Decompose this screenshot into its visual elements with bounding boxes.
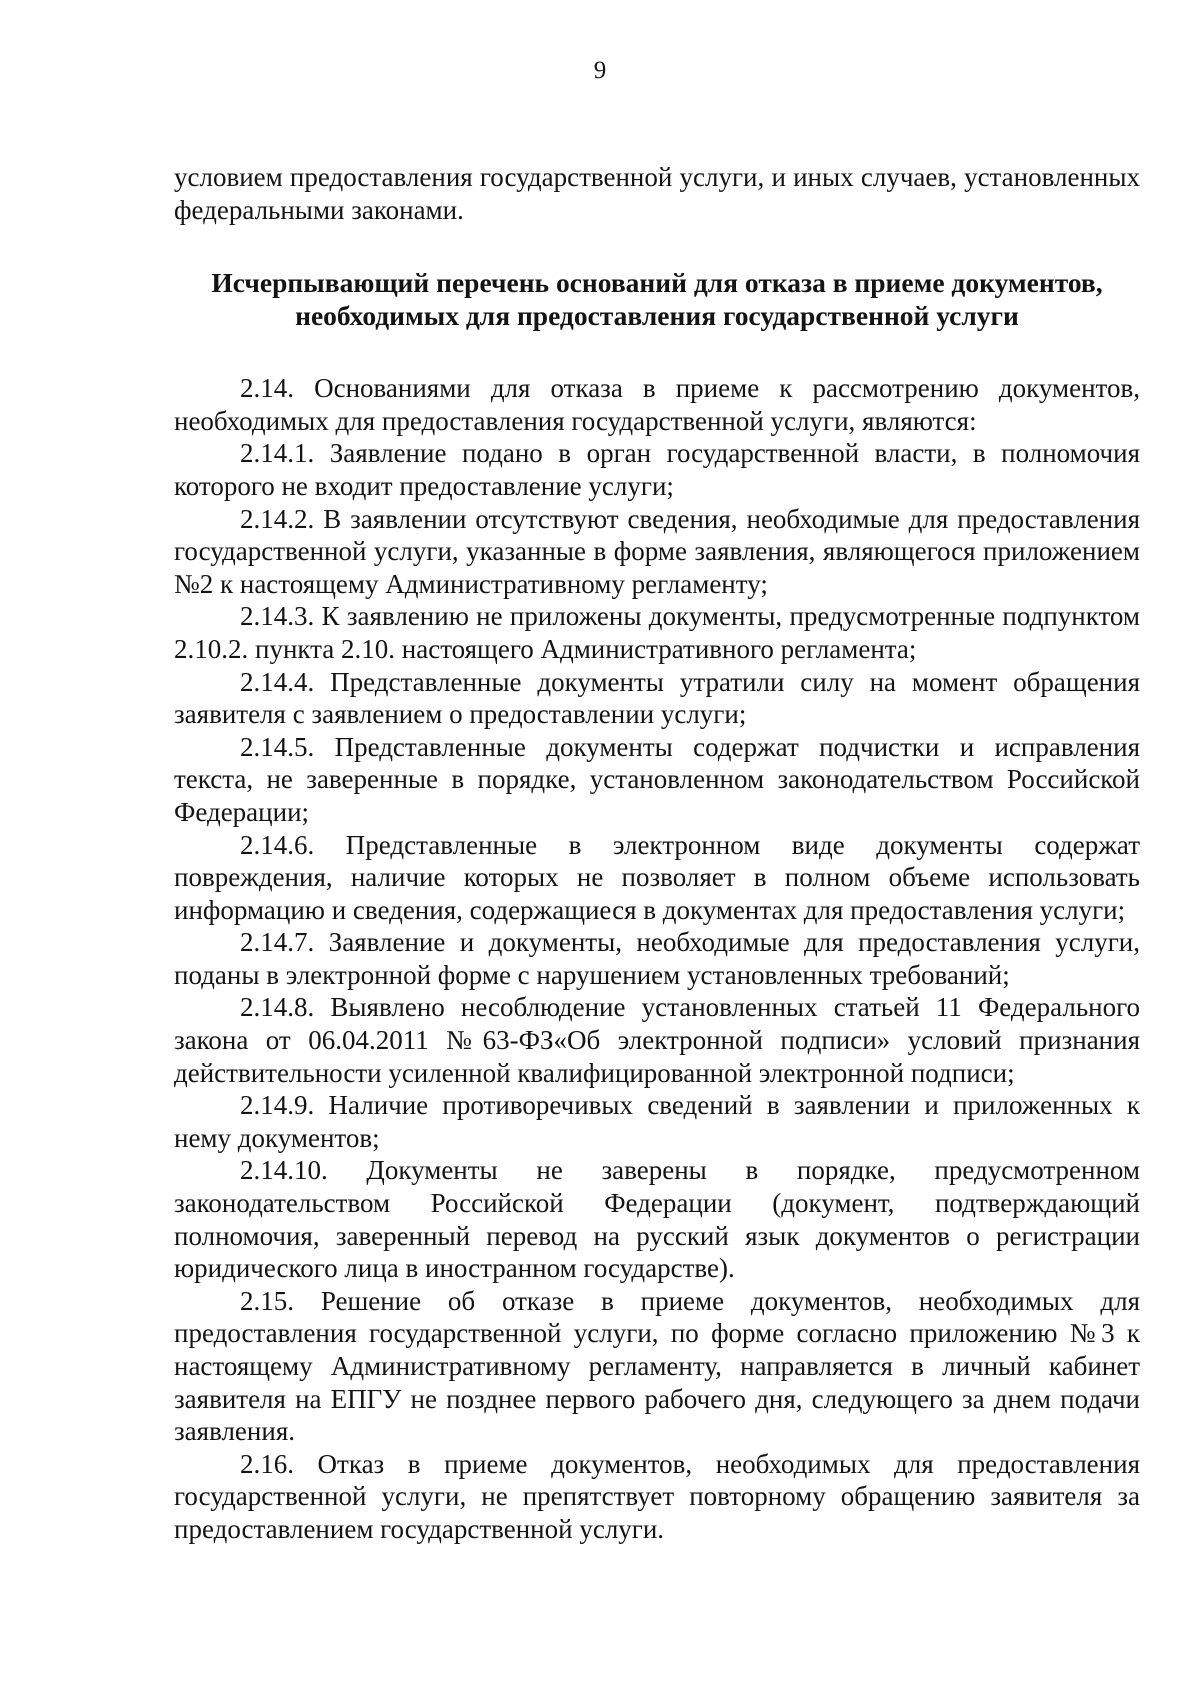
paragraph-2-14-9: 2.14.9. Наличие противоречивых сведений в заявлении и приложенных к нему документов;: [174, 1090, 1140, 1153]
section-heading-line-2: необходимых для предоставления государственной услуги: [295, 300, 1019, 332]
paragraph-2-14-5: 2.14.5. Представленные документы содержат подчистки и исправления текста, не заверенные в порядке, установленном законодательством Российской Федерации;: [174, 731, 1140, 827]
paragraph-2-14-4: 2.14.4. Представленные документы утратили силу на момент обращения заявителя с заявлением о предоставлении услуги;: [174, 666, 1140, 730]
document-body: [174, 161, 1140, 1546]
page-number: 9: [593, 57, 607, 84]
paragraph-2-14-7: 2.14.7. Заявление и документы, необходимые для предоставления услуги, поданы в электронной форме с нарушением установленных требований;: [174, 927, 1140, 990]
paragraph-2-14: 2.14. Основаниями для отказа в приеме к рассмотрению документов, необходимых для предоставления государственной услуги, являются:: [174, 373, 1140, 436]
paragraph-2-14-6: 2.14.6. Представленные в электронном виде документы содержат повреждения, наличие которых не позволяет в полном объеме использовать информацию и сведения, содержащиеся в документах для предоставления услуги;: [174, 829, 1140, 925]
paragraph-2-14-2: 2.14.2. В заявлении отсутствуют сведения, необходимые для предоставления государственной услуги, указанные в форме заявления, являющегося приложением №2 к настоящему Административному регламенту;: [174, 503, 1140, 599]
intro-paragraph: условием предоставления государственной услуги, и иных случаев, установленных федеральными законами.: [174, 162, 1140, 225]
paragraph-2-15: 2.15. Решение об отказе в приеме документов, необходимых для предоставления государственной услуги, по форме согласно приложению №3 к настоящему Административному регламенту, направляется в личный кабинет заявителя на ЕПГУ не позднее первого рабочего дня, следующего за днем подачи заявления.: [174, 1285, 1140, 1447]
section-heading-line-1: Исчерпывающий перечень оснований для отказа в приеме документов,: [211, 267, 1103, 299]
paragraph-2-16: 2.16. Отказ в приеме документов, необходимых для предоставления государственной услуги, не препятствует повторному обращению заявителя за предоставлением государственной услуги.: [174, 1448, 1140, 1544]
paragraph-2-14-1: 2.14.1. Заявление подано в орган государственной власти, в полномочия которого не входит предоставление услуги;: [174, 438, 1140, 501]
paragraph-2-14-3: 2.14.3. К заявлению не приложены документы, предусмотренные подпунктом 2.10.2. пункта 2.10. настоящего Административного регламента;: [174, 601, 1140, 664]
paragraph-2-14-8: 2.14.8. Выявлено несоблюдение установленных статьей 11 Федерального закона от 06.04.2011 №63-ФЗ«Об электронной подписи» условий признания действительности усиленной квалифицированной электронной подписи;: [174, 992, 1140, 1088]
paragraph-2-14-10: 2.14.10. Документы не заверены в порядке, предусмотренном законодательством Российской Федерации (документ, подтверждающий полномочия, заверенный перевод на русский язык документов о регистрации юридического лица в иностранном государстве).: [174, 1155, 1140, 1284]
section-heading: [174, 266, 1140, 332]
